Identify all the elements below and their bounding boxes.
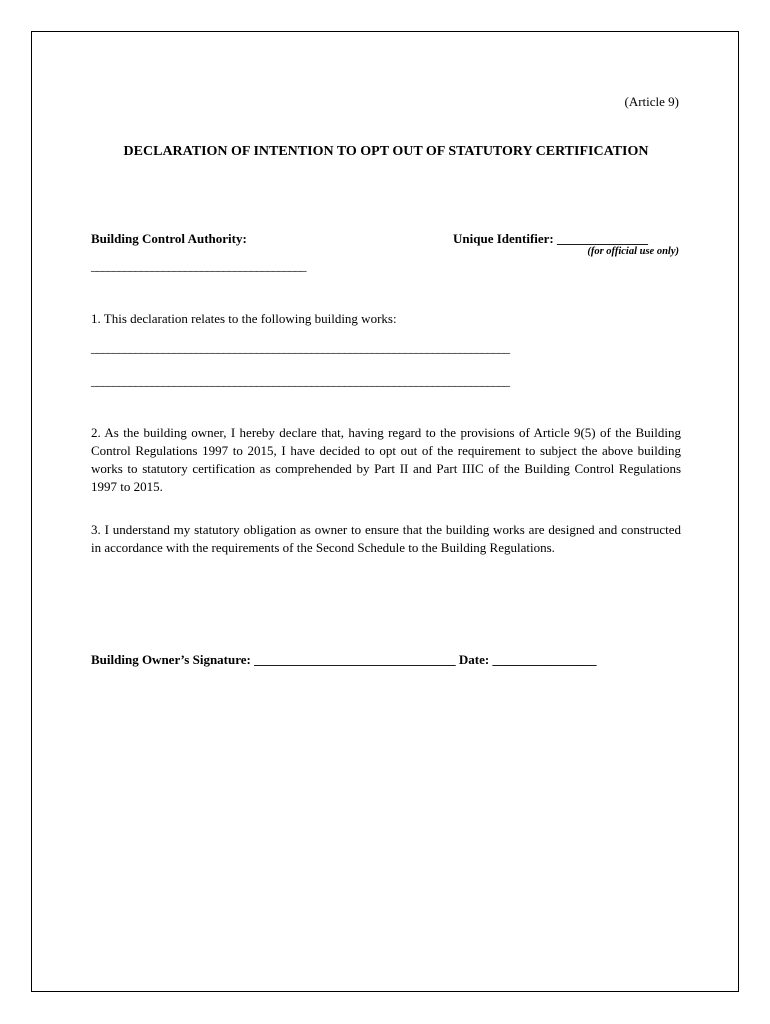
- paragraph-1: 1. This declaration relates to the following building works:: [91, 311, 397, 326]
- building-works-blank-2: ____________________________________________________________________________: [91, 373, 509, 388]
- building-control-authority-blank: _______________________________________: [91, 258, 306, 273]
- paragraph-2: 2. As the building owner, I hereby declare that, having regard to the provisions of Article 9(5) of the Building Control Regulations 1997 to 2015, I have decided to opt out of the requirement to subject the above building works to statutory certification as comprehended by Part II and Part IIIC of the Building Control Regulations 1997 to 2015.: [91, 425, 681, 494]
- document-page: [31, 31, 739, 992]
- unique-identifier-field: Unique Identifier: ______________: [453, 231, 648, 246]
- signature-date-line: Building Owner’s Signature: _______________________________ Date: ________________: [91, 652, 597, 667]
- building-control-authority-label: Building Control Authority:: [91, 231, 247, 246]
- official-use-note: (for official use only): [587, 246, 679, 257]
- paragraph-3: 3. I understand my statutory obligation as owner to ensure that the building works are designed and constructed in accordance with the requirements of the Second Schedule to the Building Regulations.: [91, 522, 681, 555]
- building-works-blank-1: ____________________________________________________________________________: [91, 340, 509, 355]
- article-reference: (Article 9): [624, 94, 679, 109]
- document-title: DECLARATION OF INTENTION TO OPT OUT OF STATUTORY CERTIFICATION: [123, 144, 649, 159]
